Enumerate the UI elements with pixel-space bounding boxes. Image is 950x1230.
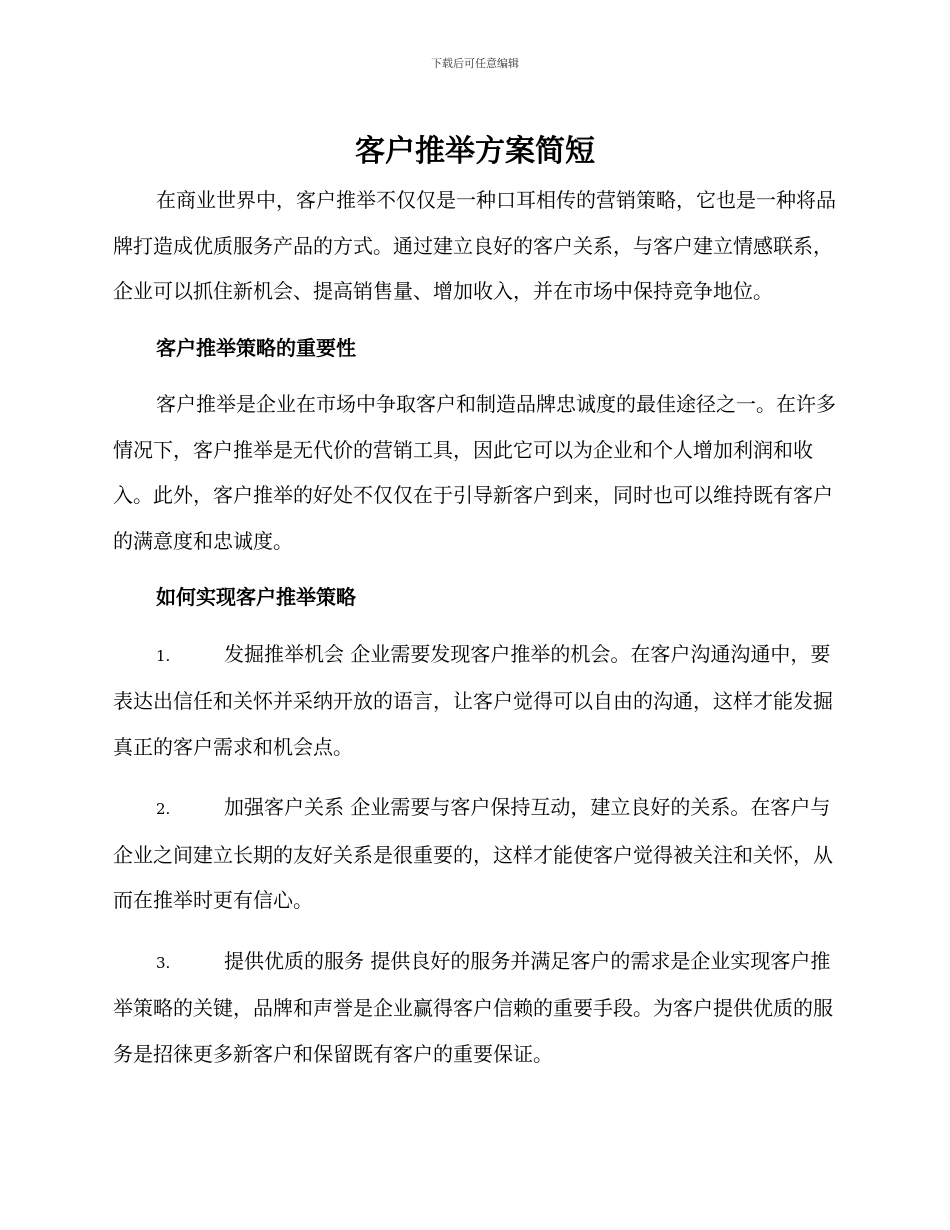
spacer <box>113 770 843 785</box>
list-item <box>113 939 843 1078</box>
section-heading-importance: 客户推举策略的重要性 <box>156 335 356 360</box>
list-item-text: 发掘推举机会 企业需要发现客户推举的机会。在客户沟通沟通中，要表达出信任和关怀并采纳开放的语言，让客户觉得可以自由的沟通，这样才能发掘真正的客户需求和机会点。 <box>113 641 833 759</box>
list-item <box>113 632 843 771</box>
list-item-number: 2. <box>156 800 171 818</box>
spacer <box>113 924 843 939</box>
list-item-number: 3. <box>156 953 171 972</box>
intro-paragraph: 在商业世界中，客户推举不仅仅是一种口耳相传的营销策略，它也是一种将品牌打造成优质服务产品的方式。通过建立良好的客户关系，与客户建立情感联系，企业可以抓住新机会、提高销售量、增加收入，并在市场中保持竞争地位。 <box>113 188 836 303</box>
spacer <box>113 315 843 326</box>
list-item-text: 加强客户关系 企业需要与客户保持互动，建立良好的关系。在客户与企业之间建立长期的友好关系是很重要的，这样才能使客户觉得被关注和关怀，从而在推举时更有信心。 <box>113 795 833 912</box>
document-body <box>113 178 843 1077</box>
document-title: 客户推举方案简短 <box>355 134 595 169</box>
spacer <box>113 621 843 632</box>
importance-paragraph: 客户推举是企业在市场中争取客户和制造品牌忠诚度的最佳途径之一。在许多情况下，客户推举是无代价的营销工具，因此它可以为企业和个人增加利润和收入。此外，客户推举的好处不仅仅在于引导新客户到来，同时也可以维持既有客户的满意度和忠诚度。 <box>113 392 836 553</box>
list-item-text: 提供优质的服务 提供良好的服务并满足客户的需求是企业实现客户推举策略的关键，品牌和声誉是企业赢得客户信赖的重要手段。为客户提供优质的服务是招徕更多新客户和保留既有客户的重要保证。 <box>113 948 833 1066</box>
header-note: 下载后可任意编辑 <box>431 57 519 70</box>
list-item <box>113 785 843 924</box>
list-item-number: 1. <box>156 646 171 665</box>
section-heading-how-to: 如何实现客户推举策略 <box>156 585 356 609</box>
spacer <box>113 564 843 575</box>
spacer <box>113 371 843 382</box>
